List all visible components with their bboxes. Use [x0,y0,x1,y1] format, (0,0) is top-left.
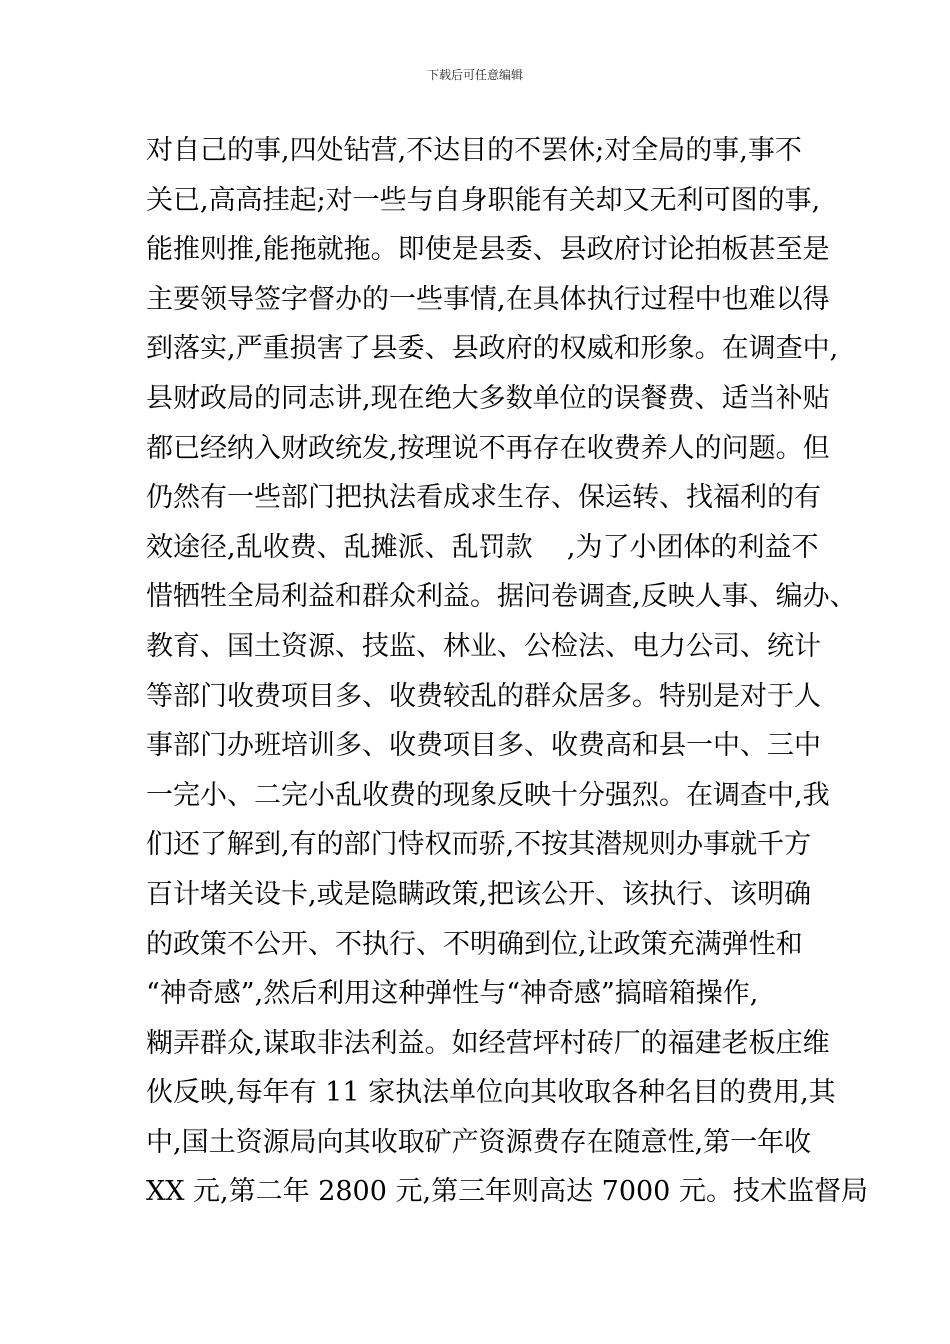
text-line: 一完小、二完小乱收费的现象反映十分强烈。在调查中,我 [146,779,830,811]
text-line: 都已经纳入财政统发,按理说不再存在收费养人的问题。但 [146,432,830,464]
text-line: 们还了解到,有的部门恃权而骄,不按其潜规则办事就千方 [146,829,812,861]
text-line: XX 元,第二年 2800 元,第三年则高达 7000 元。技术监督局 [146,1176,868,1208]
text-line: 能推则推,能拖就拖。即使是县委、县政府讨论拍板甚至是 [146,234,830,266]
text-line: 伙反映,每年有 11 家执法单位向其收取各种名目的费用,其 [146,1077,836,1109]
text-line: 中,国土资源局向其收取矿产资源费存在随意性,第一年收 [146,1126,812,1158]
text-line: 糊弄群众,谋取非法利益。如经营坪村砖厂的福建老板庄维 [146,1027,830,1059]
text-line: 事部门办班培训多、收费项目多、收费高和县一中、三中 [146,730,821,762]
text-line: 主要领导签字督办的一些事情,在具体执行过程中也难以得 [146,283,830,315]
body-text [146,126,868,1217]
text-line: “神奇感”,然后利用这种弹性与“神奇感”搞暗箱操作, [146,978,759,1010]
text-line: 百计堵关设卡,或是隐瞒政策,把该公开、该执行、该明确 [146,878,812,910]
page-header: 下载后可任意编辑 [426,68,523,82]
text-line: 效途径,乱收费、乱摊派、乱罚款 ,为了小团体的利益不 [146,531,819,563]
text-line: 到落实,严重损害了县委、县政府的权威和形象。在调查中, [146,333,839,365]
text-line: 的政策不公开、不执行、不明确到位,让政策充满弹性和 [146,928,803,960]
text-line: 教育、国土资源、技监、林业、公检法、电力公司、统计 [146,630,821,662]
text-line: 等部门收费项目多、收费较乱的群众居多。特别是对于人 [146,680,821,712]
text-line: 关已,高高挂起;对一些与自身职能有关却又无利可图的事, [146,184,821,216]
text-line: 县财政局的同志讲,现在绝大多数单位的误餐费、适当补贴 [146,382,830,414]
text-line: 对自己的事,四处钻营,不达目的不罢休;对全局的事,事不 [146,135,802,166]
text-line: 仍然有一些部门把执法看成求生存、保运转、找福利的有 [146,482,821,514]
text-line: 惜牺牲全局利益和群众利益。据问卷调查,反映人事、编办、 [146,581,857,613]
